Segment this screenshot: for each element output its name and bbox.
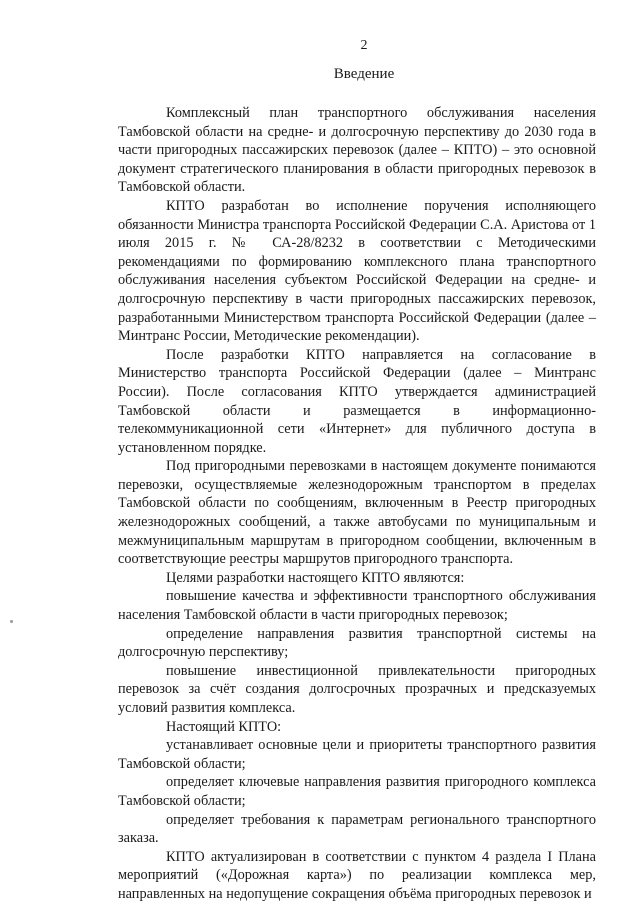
goal-item: повышение инвестиционной привлекательности пригородных перевозок за счёт создания долгосрочных прозрачных и предсказуемых условий развития комплекса. bbox=[118, 662, 596, 716]
paragraph-actualization: КПТО актуализирован в соответствии с пунктом 4 раздела I Плана мероприятий («Дорожная карта») по реализации комплекса мер, направленных на недопущение сокращения объёма пригородных перевозок и bbox=[118, 848, 596, 902]
function-item: определяет требования к параметрам регионального транспортного заказа. bbox=[118, 811, 596, 847]
section-title: Введение bbox=[333, 66, 395, 82]
paragraph-intro: Комплексный план транспортного обслуживания населения Тамбовской области на средне- и долгосрочную перспективу до 2030 года в части пригородных пассажирских перевозок (далее – КПТО) – это основной документ стратегического планирования в области пригородных перевозок в Тамбовской области. bbox=[118, 105, 596, 196]
margin-dot bbox=[10, 620, 13, 623]
paragraph-development: КПТО разработан во исполнение поручения исполняющего обязанности Министра транспорта Российской Федерации С.А. Аристова от 1 июля 2015 г. № СА-28/8232 в соответствии с Методическими рекомендациями по формированию комплексного плана транспортного обслуживания населения субъектом Российской Федерации на средне- и долгосрочную перспективу в части пригородных пассажирских перевозок, разработанными Министерством транспорта Российской Федерации (далее – Минтранс России, Методические рекомендации). bbox=[118, 197, 596, 345]
document-body bbox=[118, 104, 596, 904]
function-item: определяет ключевые направления развития пригородного комплекса Тамбовской области; bbox=[118, 774, 596, 809]
goal-item: определение направления развития транспортной системы на долгосрочную перспективу; bbox=[118, 625, 596, 661]
paragraph-goals-heading: Целями разработки настоящего КПТО являются: bbox=[166, 569, 465, 586]
page-number: 2 bbox=[360, 38, 368, 53]
goal-item: повышение качества и эффективности транспортного обслуживания населения Тамбовской области в части пригородных перевозок; bbox=[118, 588, 596, 624]
paragraph-definition: Под пригородными перевозками в настоящем документе понимаются перевозки, осуществляемые железнодорожным транспортом в пределах Тамбовской области по сообщениям, включенным в Реестр пригородных железнодорожных сообщений, а также автобусами по муниципальным и межмуниципальным маршрутам в пригородном сообщении, включенным в соответствующие реестры маршрутов пригородного транспорта. bbox=[118, 458, 596, 568]
paragraph-functions-heading: Настоящий КПТО: bbox=[166, 718, 282, 735]
function-item: устанавливает основные цели и приоритеты транспортного развития Тамбовской области; bbox=[118, 737, 596, 772]
paragraph-approval: После разработки КПТО направляется на согласование в Министерство транспорта Российской Федерации (далее – Минтранс России). После согласования КПТО утверждается администрацией Тамбовской области и размещается в информационно-телекоммуникационной сети «Интернет» для публичного доступа в установленном порядке. bbox=[118, 346, 596, 456]
